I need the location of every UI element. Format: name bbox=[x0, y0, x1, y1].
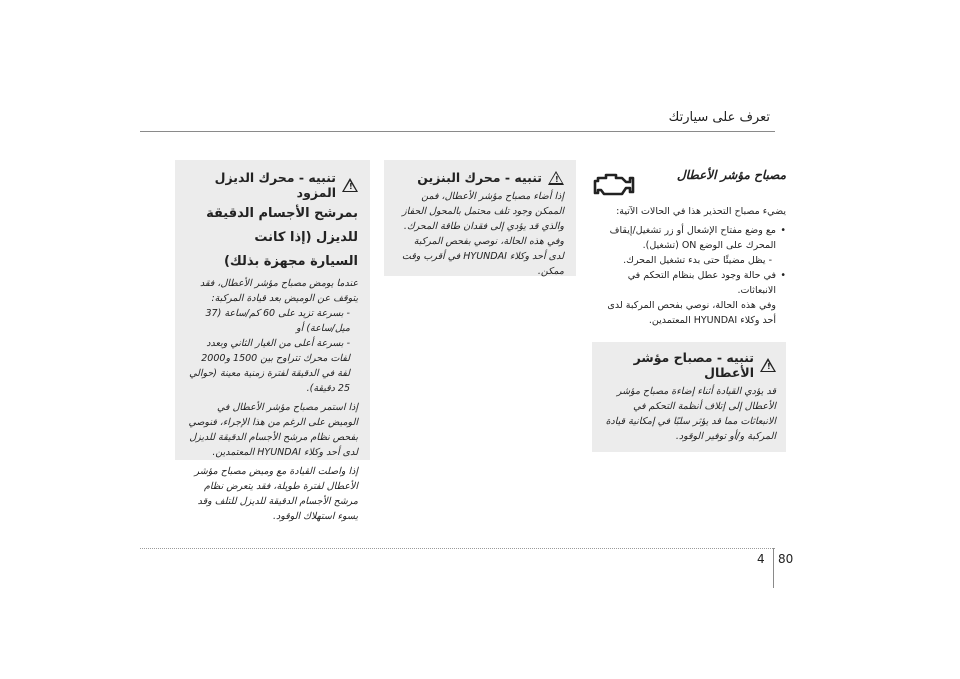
warning-text: قد يؤدي القيادة أثناء إضاءة مصباح مؤشر الأعطال إلى إتلاف أنظمة التحكم في الانبعاثات مما قد يؤثر سلبًا في إمكانية قيادة المركبة و/أو توفير الوقود. bbox=[605, 386, 776, 442]
warning-title-line: بمرشح الأجسام الدقيقة bbox=[206, 206, 358, 221]
warning-triangle-icon: ! bbox=[548, 171, 564, 185]
warning-panel-malfunction bbox=[592, 342, 786, 452]
list-item: • في حالة وجود عطل بنظام التحكم في الانبعاثات. bbox=[592, 268, 786, 298]
footer-divider bbox=[140, 548, 775, 549]
warning-title: ! تنبيه - محرك البنزين bbox=[396, 170, 564, 185]
warning-title-line: السيارة مجهزة بذلك) bbox=[223, 254, 358, 269]
header-divider bbox=[140, 131, 775, 132]
intro-text: يضيء مصباح التحذير هذا في الحالات الآتية: bbox=[616, 206, 786, 217]
warning-text: إذا أضاء مصباح مؤشر الأعطال، فمن الممكن وجود تلف محتمل بالمحول الحفاز والذي قد يؤدي إلى فقدان طاقة المحرك. وفي هذه الحالة، نوصي بفحص المركبة لدى أحد وكلاء HYUNDAI في أقرب وقت ممكن. bbox=[401, 191, 564, 277]
warning-text: عندما يومض مصباح مؤشر الأعطال، فقد يتوقف عن الوميض بعد قيادة المركبة: bbox=[199, 278, 358, 304]
warning-text: إذا استمر مصباح مؤشر الأعطال في الوميض على الرغم من هذا الإجراء، فنوصي بفحص نظام مرشح الأجسام الدقيقة للديزل لدى أحد وكلاء HYUNDAI المعتمدين. bbox=[188, 402, 358, 458]
warning-panel-diesel bbox=[175, 160, 370, 522]
warning-title: ! تنبيه - محرك الديزل المزود bbox=[187, 170, 358, 200]
conditions-list bbox=[592, 223, 786, 298]
warning-list-item: - بسرعة تزيد على 60 كم/ساعة (37 ميل/ساعة) أو bbox=[205, 308, 350, 334]
section-title: مصباح مؤشر الأعطال bbox=[676, 168, 786, 182]
right-column bbox=[592, 162, 786, 452]
warning-title-line: للديزل (إذا كانت bbox=[254, 230, 358, 245]
warning-list-item: - بسرعة أعلى من الغيار الثاني وبعدد لفات محرك تتراوح بين 1500 و2000 لفة في الدقيقة لفترة زمنية معينة (حوالي 25 دقيقة). bbox=[189, 338, 350, 394]
footer-vertical-divider bbox=[773, 548, 774, 588]
note-text: وفي هذه الحالة، نوصي بفحص المركبة لدى أحد وكلاء HYUNDAI المعتمدين. bbox=[607, 300, 776, 326]
warning-triangle-icon: ! bbox=[760, 358, 776, 372]
list-sub-item: - يظل مضيئًا حتى بدء تشغيل المحرك. bbox=[623, 255, 772, 266]
warning-panel-gasoline bbox=[384, 160, 576, 276]
page-header-title: تعرف على سيارتك bbox=[668, 110, 770, 125]
page-number: 80 bbox=[778, 552, 794, 566]
warning-title: ! تنبيه - مصباح مؤشر الأعطال bbox=[602, 350, 776, 380]
section-number: 4 bbox=[757, 552, 765, 566]
warning-triangle-icon: ! bbox=[342, 178, 358, 192]
warning-text: إذا واصلت القيادة مع وميض مصباح مؤشر الأعطال لفترة طويلة، فقد يتعرض نظام مرشح الأجسام الدقيقة للديزل للتلف وقد يسوء استهلاك الوقود. bbox=[194, 466, 358, 522]
list-item: • مع وضع مفتاح الإشعال أو زر تشغيل/إيقاف المحرك على الوضع ON (تشغيل). bbox=[592, 223, 786, 253]
